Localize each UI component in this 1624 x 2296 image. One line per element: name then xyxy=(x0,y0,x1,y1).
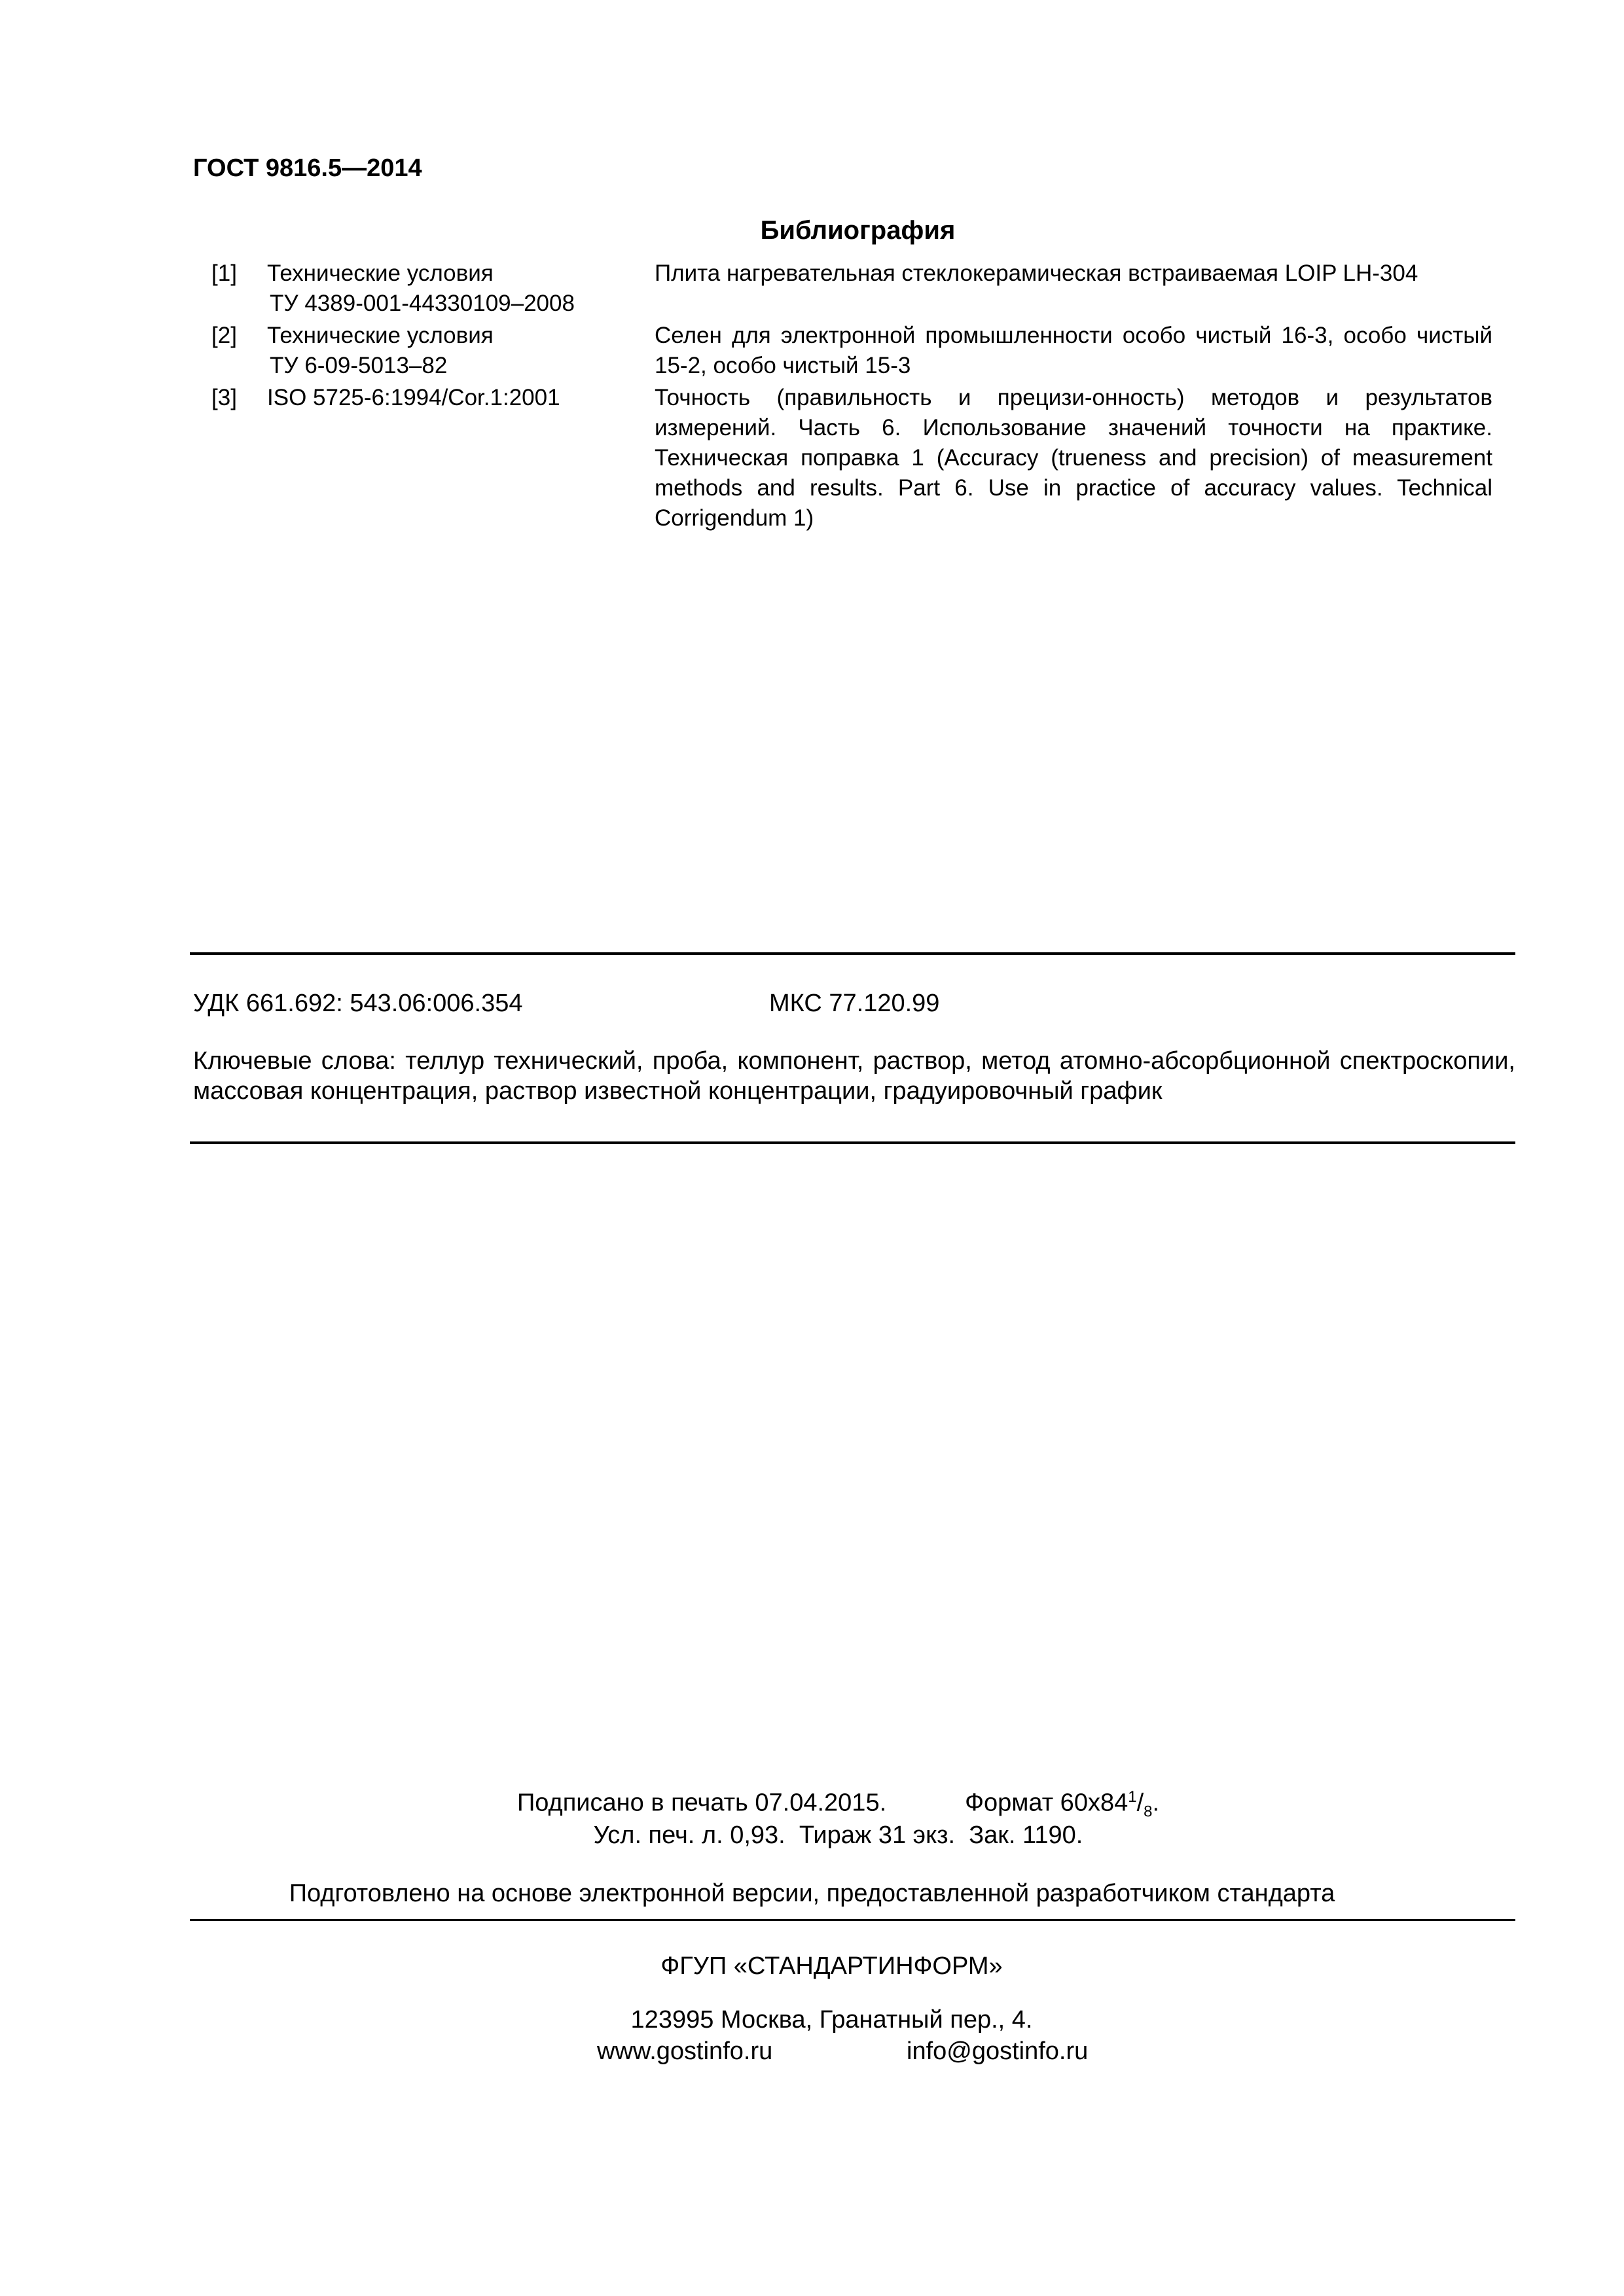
format-label: Формат 60x84 xyxy=(965,1789,1128,1817)
entry-source xyxy=(267,321,647,381)
source-type: Технические условия xyxy=(267,323,494,348)
entry-description: Плита нагревательная стеклокерамическая встраиваемая LOIP LH-304 xyxy=(655,260,1418,286)
source-type: ISO 5725-6:1994/Cor.1:2001 xyxy=(267,385,560,410)
publisher-name: ФГУП «СТАНДАРТИНФОРМ» xyxy=(660,1952,1003,1980)
source-code: ТУ 6-09-5013–82 xyxy=(270,353,448,378)
entry-number: [2] xyxy=(211,323,237,348)
entry-number: [3] xyxy=(211,385,237,410)
format-denominator: 8 xyxy=(1144,1803,1153,1821)
signed-line: Подписано в печать 07.04.2015. Формат $60x84^1/_8$. xyxy=(516,1788,1160,1821)
source-code: ТУ 4389-001-44330109–2008 xyxy=(270,291,575,316)
source-type: Технические условия xyxy=(267,260,494,286)
format-tail: . xyxy=(1152,1789,1160,1817)
divider-bottom xyxy=(190,1141,1515,1144)
document-code: ГОСТ 9816.5—2014 xyxy=(193,154,422,182)
entry-source xyxy=(267,259,647,319)
website-link[interactable]: www.gostinfo.ru xyxy=(597,2037,773,2065)
signed-date: Подписано в печать 07.04.2015. xyxy=(516,1789,887,1817)
prepared-note: Подготовлено на основе электронной версии, предоставленной разработчиком стандарта xyxy=(289,1880,1335,1907)
print-details: Усл. печ. л. 0,93. Тираж 31 экз. Зак. 1190. xyxy=(593,1821,1083,1849)
divider-top xyxy=(190,952,1515,955)
format-numerator: 1 xyxy=(1128,1788,1137,1806)
divider-imprint xyxy=(190,1919,1515,1921)
entry-source xyxy=(267,383,647,413)
entry-description: Селен для электронной промышленности особо чистый 16-3, особо чистый 15-2, особо чистый 15-3 xyxy=(655,323,1492,378)
mks-code: МКС 77.120.99 xyxy=(769,990,940,1017)
email-link[interactable]: info@gostinfo.ru xyxy=(907,2037,1089,2065)
entry-description: Точность (правильность и прецизи-онность) методов и результатов измерений. Часть 6. Использование значений точности на практике. Техническая поправка 1 (Accuracy (trueness and precision) of measurement methods and results. Part 6. Use in practice of accuracy values. Technical Corrigendum 1) xyxy=(655,385,1492,531)
entry-number: [1] xyxy=(211,260,237,286)
publisher-address: 123995 Москва, Гранатный пер., 4. xyxy=(630,2006,1033,2034)
bibliography-title: Библиография xyxy=(760,216,956,245)
udk-code: УДК 661.692: 543.06:006.354 xyxy=(193,990,523,1017)
keywords: Ключевые слова: теллур технический, проба, компонент, раствор, метод атомно-абсорбционной спектроскопии, массовая концентрация, раствор известной концентрации, градуировочный график xyxy=(193,1047,1515,1105)
